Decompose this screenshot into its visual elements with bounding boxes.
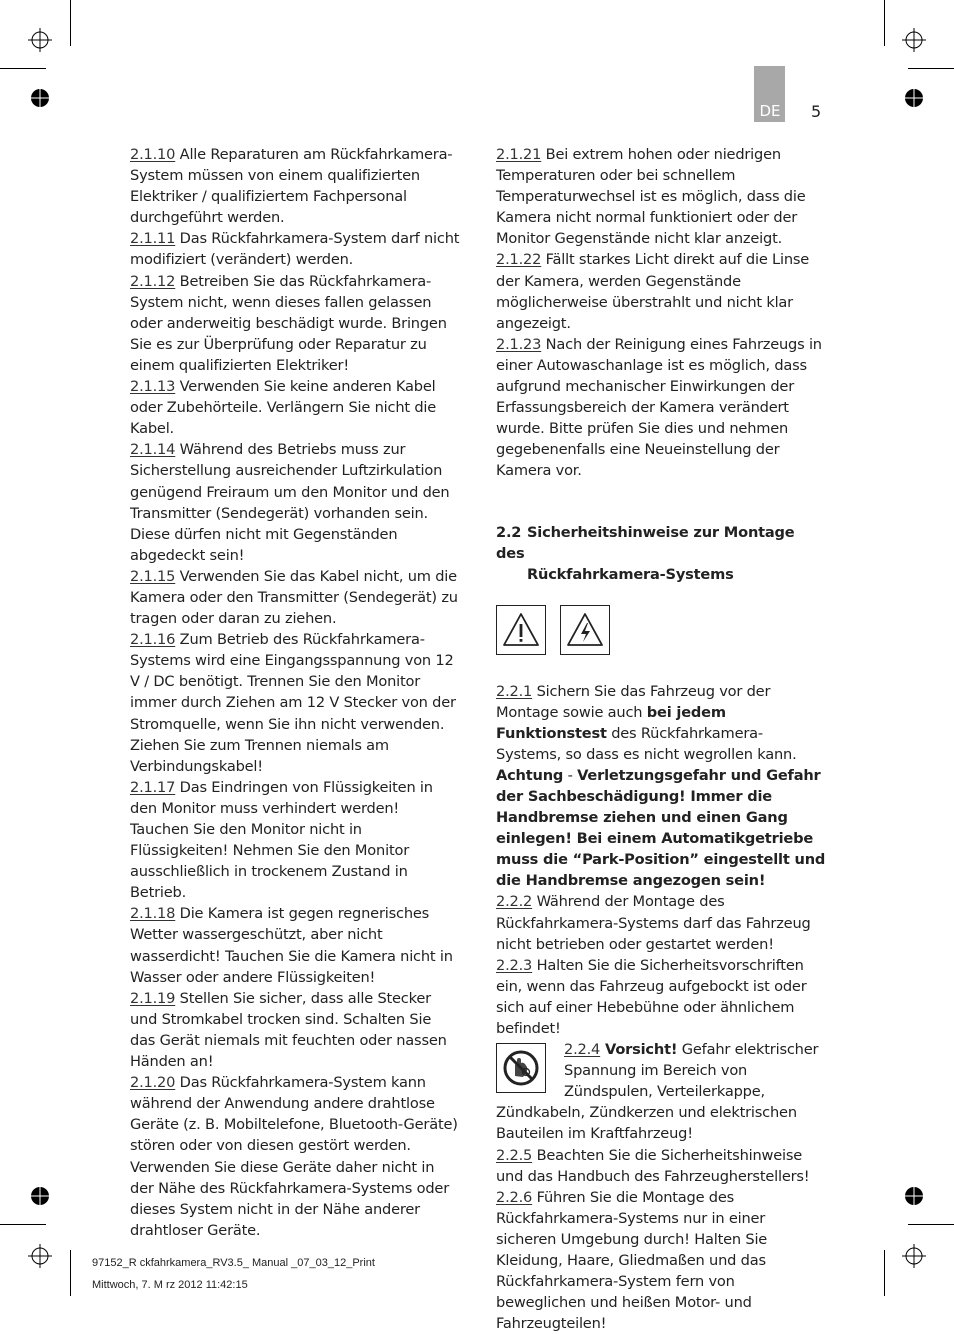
crop-mark: [70, 1250, 71, 1296]
paragraph-text: Nach der Reinigung eines Fahrzeugs in einer Autowaschanlage ist es möglich, dass aufgrund mechanischer Einwirkungen der Erfassungsbereich der Kamera verändert wurde. Bitte prüfen Sie dies und nehmen gegebenenfalls eine Neueinstellung der Kamera vor.: [496, 335, 822, 480]
paragraph-2-1-13: [130, 376, 460, 439]
section-title-line1: Sicherheitshinweise zur Montage des: [496, 523, 795, 562]
paragraph-2-2-4: 2.2.4 Vorsicht! Gefahr elektrischer Spannung im Bereich von Zündspulen, Verteilerkappe, Zündkabeln, Zündkerzen und elektrischen Bauteilen im Kraftfahrzeug!: [496, 1041, 819, 1143]
paragraph-text: Das Eindringen von Flüssigkeiten in den Monitor muss verhindert werden! Tauchen Sie den Monitor nicht in Flüssigkeiten! Nehmen Sie den Monitor ausschließlich in trockenem Zustand in Betrieb.: [130, 778, 433, 902]
paragraph-number: 2.1.17: [130, 778, 176, 796]
paragraph-2-2-5: 2.2.5 Beachten Sie die Sicherheitshinweise und das Handbuch des Fahrzeugherstellers!: [496, 1146, 810, 1185]
paragraph-2-1-12: [130, 271, 460, 376]
paragraph-2-1-15: [130, 566, 460, 629]
paragraph-2-1-14: [130, 439, 460, 566]
paragraph-2-1-17: [130, 777, 460, 904]
paragraph-2-1-20: [130, 1072, 460, 1241]
paragraph-number: 2.1.12: [130, 272, 176, 290]
crop-mark: [0, 1224, 46, 1225]
language-label: DE: [759, 102, 781, 120]
paragraph-text: Fällt starkes Licht direkt auf die Linse der Kamera, werden Gegenstände möglicherweise überstrahlt und nicht klar angezeigt.: [496, 251, 810, 332]
crop-mark: [908, 68, 954, 69]
paragraph-text: Verwenden Sie das Kabel nicht, um die Kamera oder den Transmitter (Sendegerät) zu tragen oder daran zu ziehen.: [130, 567, 458, 628]
paragraph-number: 2.1.18: [130, 905, 176, 923]
crop-mark: [908, 1224, 954, 1225]
section-number: 2.2: [496, 523, 522, 541]
paragraph-number: 2.1.19: [130, 989, 176, 1007]
paragraph-2-1-16: [130, 629, 460, 777]
paragraph-2-1-11: [130, 228, 460, 270]
paragraph-number: 2.1.23: [496, 335, 542, 353]
paragraph-2-2-1: 2.2.1 Sichern Sie das Fahrzeug vor der Montage sowie auch bei jedem Funktionstest des Rückfahrkamera-Systems, so dass es nicht wegrollen kann. Achtung - Verletzungsgefahr und Gefahr der Sachbeschädigung! Immer die Handbremse ziehen und einen Gang einlegen! Bei einem Automatikgetriebe muss die “Park-Position” eingestellt und die Handbremse angezogen sein!: [496, 682, 826, 890]
paragraph-number: 2.1.22: [496, 251, 542, 269]
crop-mark: [884, 0, 885, 46]
hazard-icons: [496, 605, 826, 655]
paragraph-number: 2.1.10: [130, 146, 176, 163]
electric-hazard-icon: [560, 605, 610, 655]
paragraph-text: Betreiben Sie das Rückfahrkamera-System nicht, wenn dieses fallen gelassen oder anderweitig beschädigt wurde. Bringen Sie es zur Überprüfung oder Reparatur zu einem qualifizierten Elektriker!: [130, 272, 447, 374]
print-slug-line1: 97152_R ckfahrkamera_RV3.5_ Manual _07_03_12_Print: [92, 1257, 375, 1269]
paragraph-text: Stellen Sie sicher, dass alle Stecker und Stromkabel trocken sind. Schalten Sie das Gerät niemals mit feuchten oder nassen Händen an!: [130, 989, 447, 1071]
right-items: [496, 144, 826, 482]
paragraph-number: 2.1.11: [130, 230, 176, 248]
paragraph-2-1-21: [496, 144, 826, 249]
paragraph-2-1-10: [130, 144, 460, 228]
paragraph-2-2-6: 2.2.6 Führen Sie die Montage des Rückfahrkamera-Systems nur in einer sicheren Umgebung durch! Halten Sie Kleidung, Haare, Gliedmaßen und das Rückfahrkamera-System fern von beweglichen und heißen Motor- und Fahrzeugteilen!: [496, 1188, 768, 1333]
paragraph-number: 2.1.20: [130, 1074, 176, 1092]
registration-mark-icon: [902, 1244, 926, 1268]
paragraph-text: Alle Reparaturen am Rückfahrkamera-System müssen von einem qualifizierten Elektriker / qualifiziertem Fachpersonal durchgeführt werden.: [130, 146, 453, 227]
page-number: 5: [811, 102, 822, 121]
no-touch-icon: [496, 1043, 546, 1093]
print-slug-line2: Mittwoch, 7. M rz 2012 11:42:15: [92, 1279, 248, 1291]
registration-mark-icon: [28, 1244, 52, 1268]
paragraph-text: Das Rückfahrkamera-System kann während der Anwendung andere drahtlose Geräte (z. B. Mobiltelefone, Bluetooth-Geräte) stören oder von diesen gestört werden. Verwenden Sie diese Geräte daher nicht in der Nähe des Rückfahrkamera-Systems oder dieses System nicht in der Nähe anderer drahtloser Geräte.: [130, 1074, 458, 1239]
right-column: [496, 144, 826, 1334]
paragraph-text: Während des Betriebs muss zur Sicherstellung ausreichender Luftzirkulation genügend Freiraum um den Monitor und den Transmitter (Sendegerät) vorhanden sein. Diese dürfen nicht mit Gegenständen abgedeckt sein!: [130, 441, 450, 564]
crop-mark: [0, 68, 46, 69]
paragraph-text: Die Kamera ist gegen regnerisches Wetter wassergeschützt, aber nicht wasserdicht! Tauchen Sie die Kamera nicht in Wasser oder andere Flüssigkeiten!: [130, 905, 453, 986]
paragraph-number: 2.1.16: [130, 631, 176, 649]
paragraph-2-1-22: [496, 249, 826, 333]
left-column: [130, 144, 460, 1241]
crop-mark: [884, 1250, 885, 1296]
paragraph-2-2-3: 2.2.3 Halten Sie die Sicherheitsvorschriften ein, wenn das Fahrzeug aufgebockt ist oder sich auf einer Hebebühne oder ähnlichem befindet!: [496, 956, 807, 1037]
registration-mark-icon: [28, 28, 52, 52]
section-heading: [496, 522, 826, 585]
paragraph-2-1-19: [130, 988, 460, 1072]
paragraph-2-1-23: [496, 334, 826, 482]
warning-triangle-icon: [496, 605, 546, 655]
paragraph-text: Verwenden Sie keine anderen Kabel oder Zubehörteile. Verlängern Sie nicht die Kabel.: [130, 378, 437, 438]
paragraph-2-1-18: [130, 903, 460, 987]
paragraph-2-2-2: 2.2.2 Während der Montage des Rückfahrkamera-Systems darf das Fahrzeug nicht betrieben oder gestartet werden!: [496, 893, 811, 953]
registration-mark-icon: [902, 28, 926, 52]
paragraph-number: 2.1.21: [496, 146, 542, 163]
registration-dot-icon: [30, 88, 50, 108]
paragraph-text: Zum Betrieb des Rückfahrkamera-Systems wird eine Eingangsspannung von 12 V / DC benötigt. Trennen Sie den Monitor immer durch Ziehen am 12 V Stecker von der Stromquelle, wenn Sie ihn nicht verwenden. Ziehen Sie zum Trennen niemals am Verbindungskabel!: [130, 631, 456, 775]
crop-mark: [70, 0, 71, 46]
registration-dot-icon: [904, 88, 924, 108]
paragraph-number: 2.1.13: [130, 378, 176, 396]
registration-dot-icon: [904, 1186, 924, 1206]
paragraph-text: Das Rückfahrkamera-System darf nicht modifiziert (verändert) werden.: [130, 230, 460, 269]
registration-dot-icon: [30, 1186, 50, 1206]
section-title-line2: Rückfahrkamera-Systems: [527, 565, 734, 583]
paragraph-number: 2.1.14: [130, 441, 176, 459]
paragraph-text: Bei extrem hohen oder niedrigen Temperaturen oder bei schnellem Temperaturwechsel ist es möglich, dass die Kamera nicht normal funktioniert oder der Monitor Gegenstände nicht klar anzeigt.: [496, 146, 806, 248]
paragraph-number: 2.1.15: [130, 567, 176, 585]
